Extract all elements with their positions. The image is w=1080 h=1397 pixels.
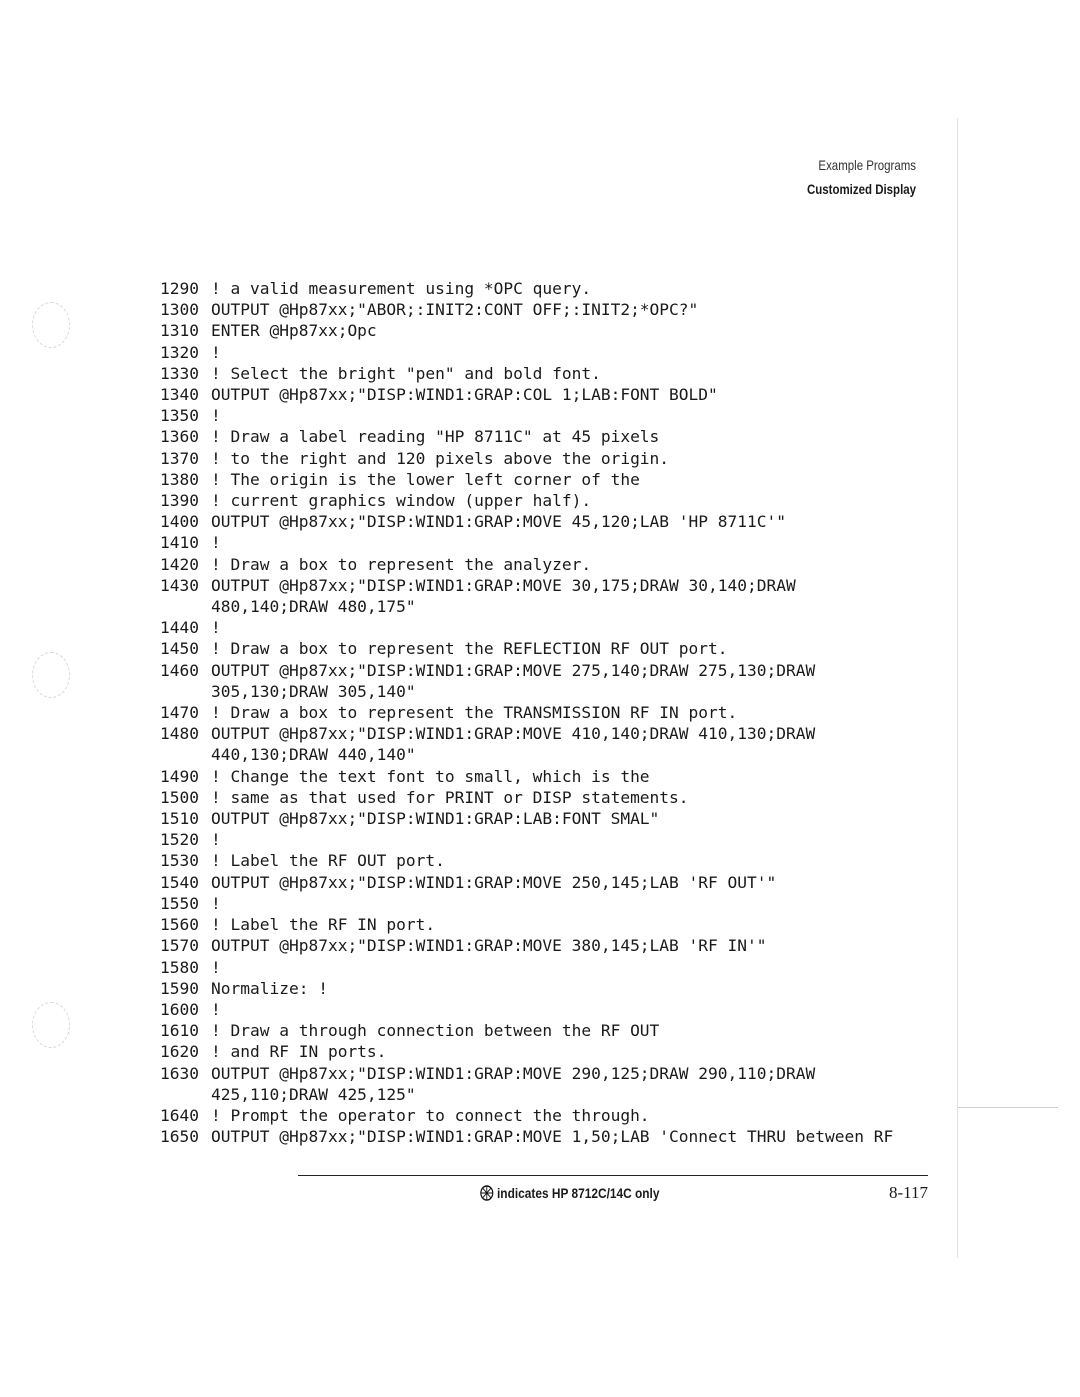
code-line bbox=[160, 914, 893, 935]
code-text: ! to the right and 120 pixels above the origin. bbox=[211, 448, 670, 468]
code-text: OUTPUT @Hp87xx;"DISP:WIND1:GRAP:MOVE 30,175;DRAW 30,140;DRAW bbox=[211, 575, 796, 595]
margin-line bbox=[957, 118, 958, 1258]
code-text: ! bbox=[211, 893, 221, 913]
line-number: 1610 bbox=[160, 1021, 199, 1041]
code-continuation: 425,110;DRAW 425,125" bbox=[211, 1084, 416, 1104]
line-number: 1650 bbox=[160, 1127, 199, 1147]
header-section-name: Example Programs bbox=[818, 157, 916, 173]
code-text: Normalize: ! bbox=[211, 978, 328, 998]
line-number: 1440 bbox=[160, 618, 199, 638]
code-line bbox=[160, 532, 893, 553]
code-text: OUTPUT @Hp87xx;"DISP:WIND1:GRAP:MOVE 290,125;DRAW 290,110;DRAW bbox=[211, 1063, 816, 1083]
line-number: 1490 bbox=[160, 766, 199, 786]
code-line bbox=[160, 957, 893, 978]
footer-note bbox=[480, 1185, 659, 1201]
line-number: 1320 bbox=[160, 342, 199, 362]
code-text: OUTPUT @Hp87xx;"DISP:WIND1:GRAP:MOVE 45,120;LAB 'HP 8711C'" bbox=[211, 512, 786, 532]
code-line bbox=[160, 278, 893, 299]
code-line bbox=[160, 1126, 893, 1147]
code-continuation: 480,140;DRAW 480,175" bbox=[211, 597, 416, 617]
code-continuation: 305,130;DRAW 305,140" bbox=[211, 681, 416, 701]
code-line bbox=[160, 638, 893, 659]
code-line bbox=[160, 490, 893, 511]
line-number: 1590 bbox=[160, 978, 199, 998]
code-line bbox=[160, 787, 893, 808]
code-text: OUTPUT @Hp87xx;"ABOR;:INIT2:CONT OFF;:INIT2;*OPC?" bbox=[211, 300, 699, 320]
line-number: 1580 bbox=[160, 957, 199, 977]
line-number: 1550 bbox=[160, 893, 199, 913]
line-number: 1340 bbox=[160, 385, 199, 405]
code-line bbox=[160, 363, 893, 384]
code-text: OUTPUT @Hp87xx;"DISP:WIND1:GRAP:MOVE 250,145;LAB 'RF OUT'" bbox=[211, 872, 777, 892]
code-text: ! Draw a box to represent the REFLECTION RF OUT port. bbox=[211, 639, 728, 659]
line-number: 1600 bbox=[160, 999, 199, 1019]
line-number: 1560 bbox=[160, 915, 199, 935]
line-number: 1310 bbox=[160, 321, 199, 341]
code-text: ! current graphics window (upper half). bbox=[211, 491, 592, 511]
code-text: ! bbox=[211, 618, 221, 638]
line-number: 1420 bbox=[160, 554, 199, 574]
line-number: 1520 bbox=[160, 830, 199, 850]
code-line bbox=[160, 511, 893, 532]
code-line bbox=[160, 766, 893, 787]
header-page-title: Customized Display bbox=[806, 181, 916, 197]
line-number: 1480 bbox=[160, 724, 199, 744]
line-number: 1400 bbox=[160, 512, 199, 532]
line-number: 1370 bbox=[160, 448, 199, 468]
code-text: ! bbox=[211, 406, 221, 426]
code-line bbox=[160, 1105, 893, 1126]
code-line bbox=[160, 426, 893, 447]
code-text: ! Prompt the operator to connect the through. bbox=[211, 1105, 650, 1125]
code-line bbox=[160, 617, 893, 638]
footer-rule bbox=[298, 1175, 928, 1176]
code-text: ! The origin is the lower left corner of the bbox=[211, 469, 640, 489]
code-line bbox=[160, 808, 893, 829]
line-number: 1450 bbox=[160, 639, 199, 659]
binder-hole-top bbox=[32, 302, 70, 348]
line-number: 1540 bbox=[160, 872, 199, 892]
line-number: 1290 bbox=[160, 279, 199, 298]
code-line bbox=[160, 660, 893, 681]
code-text: ! bbox=[211, 342, 221, 362]
code-text: OUTPUT @Hp87xx;"DISP:WIND1:GRAP:COL 1;LAB:FONT BOLD" bbox=[211, 385, 718, 405]
code-line bbox=[160, 872, 893, 893]
line-number: 1360 bbox=[160, 427, 199, 447]
line-number: 1410 bbox=[160, 533, 199, 553]
code-line bbox=[160, 829, 893, 850]
page-number: 8-117 bbox=[888, 1183, 928, 1202]
code-line bbox=[160, 893, 893, 914]
line-number: 1430 bbox=[160, 575, 199, 595]
code-text: OUTPUT @Hp87xx;"DISP:WIND1:GRAP:MOVE 410,140;DRAW 410,130;DRAW bbox=[211, 724, 816, 744]
line-number: 1470 bbox=[160, 703, 199, 723]
code-text: ! Label the RF IN port. bbox=[211, 915, 436, 935]
code-text: OUTPUT @Hp87xx;"DISP:WIND1:GRAP:LAB:FONT SMAL" bbox=[211, 809, 660, 829]
code-line bbox=[160, 702, 893, 723]
code-text: ! bbox=[211, 999, 221, 1019]
code-line bbox=[160, 299, 893, 320]
line-number: 1510 bbox=[160, 809, 199, 829]
line-number: 1500 bbox=[160, 787, 199, 807]
code-line bbox=[160, 935, 893, 956]
code-line bbox=[160, 405, 893, 426]
code-line bbox=[160, 320, 893, 341]
hp-logo-icon bbox=[480, 1185, 494, 1201]
code-line bbox=[160, 978, 893, 999]
line-number: 1630 bbox=[160, 1063, 199, 1083]
code-text: ! Select the bright "pen" and bold font. bbox=[211, 363, 601, 383]
code-line bbox=[160, 342, 893, 363]
line-number: 1460 bbox=[160, 660, 199, 680]
code-line bbox=[160, 1063, 893, 1084]
running-header bbox=[807, 153, 916, 201]
code-text: OUTPUT @Hp87xx;"DISP:WIND1:GRAP:MOVE 275,140;DRAW 275,130;DRAW bbox=[211, 660, 816, 680]
code-line bbox=[160, 575, 893, 596]
code-line bbox=[160, 850, 893, 871]
code-line bbox=[160, 448, 893, 469]
code-text: ! Draw a through connection between the RF OUT bbox=[211, 1021, 660, 1041]
code-text: ! Draw a box to represent the analyzer. bbox=[211, 554, 592, 574]
line-number: 1330 bbox=[160, 363, 199, 383]
code-text: ! a valid measurement using *OPC query. bbox=[211, 279, 592, 298]
code-line bbox=[160, 554, 893, 575]
code-line bbox=[160, 999, 893, 1020]
code-text: ! Change the text font to small, which is the bbox=[211, 766, 650, 786]
line-number: 1640 bbox=[160, 1105, 199, 1125]
code-text: ! Label the RF OUT port. bbox=[211, 851, 445, 871]
binder-hole-middle bbox=[32, 652, 70, 698]
code-text: ! bbox=[211, 957, 221, 977]
code-text: OUTPUT @Hp87xx;"DISP:WIND1:GRAP:MOVE 380,145;LAB 'RF IN'" bbox=[211, 936, 767, 956]
code-text: ! bbox=[211, 533, 221, 553]
line-number: 1530 bbox=[160, 851, 199, 871]
code-line bbox=[160, 469, 893, 490]
code-text: ! same as that used for PRINT or DISP statements. bbox=[211, 787, 689, 807]
code-line bbox=[160, 1020, 893, 1041]
code-text: ! Draw a label reading "HP 8711C" at 45 pixels bbox=[211, 427, 660, 447]
line-number: 1570 bbox=[160, 936, 199, 956]
line-number: 1390 bbox=[160, 491, 199, 511]
code-text: ! bbox=[211, 830, 221, 850]
footer-note-text: indicates HP 8712C/14C only bbox=[497, 1185, 660, 1201]
code-continuation: 440,130;DRAW 440,140" bbox=[211, 745, 416, 765]
margin-tick bbox=[958, 1107, 1058, 1108]
code-text: ENTER @Hp87xx;Opc bbox=[211, 321, 377, 341]
code-line bbox=[160, 1041, 893, 1062]
line-number: 1380 bbox=[160, 469, 199, 489]
code-line bbox=[160, 723, 893, 744]
code-text: OUTPUT @Hp87xx;"DISP:WIND1:GRAP:MOVE 1,50;LAB 'Connect THRU between RF bbox=[211, 1127, 894, 1147]
code-text: ! Draw a box to represent the TRANSMISSION RF IN port. bbox=[211, 703, 738, 723]
line-number: 1620 bbox=[160, 1042, 199, 1062]
code-text: ! and RF IN ports. bbox=[211, 1042, 387, 1062]
binder-hole-bottom bbox=[32, 1002, 70, 1048]
line-number: 1350 bbox=[160, 406, 199, 426]
code-line bbox=[160, 384, 893, 405]
code-listing bbox=[160, 278, 893, 1147]
line-number: 1300 bbox=[160, 300, 199, 320]
